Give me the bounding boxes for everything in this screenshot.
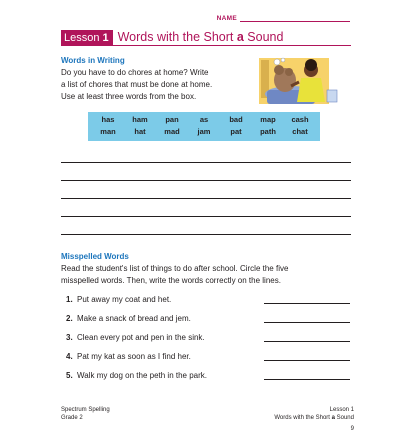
words-in-writing-heading: Words in Writing bbox=[61, 56, 125, 65]
item-text: Make a snack of bread and jem. bbox=[77, 314, 191, 323]
lesson-badge bbox=[61, 30, 113, 45]
word-box-word: hat bbox=[134, 127, 146, 136]
word-box-word: map bbox=[260, 115, 276, 124]
instruction-line: misspelled words. Then, write the words correctly on the lines. bbox=[61, 276, 281, 285]
word-box-word: man bbox=[100, 127, 116, 136]
word-box-word: mad bbox=[164, 127, 180, 136]
name-field bbox=[217, 15, 350, 22]
answer-line[interactable] bbox=[264, 379, 350, 380]
item-number: 4. bbox=[66, 352, 73, 361]
list-item bbox=[66, 352, 191, 361]
word-grid bbox=[92, 114, 316, 138]
instruction-line: Use at least three words from the box. bbox=[61, 92, 197, 101]
word-box-word: path bbox=[260, 127, 276, 136]
footer-title-after: Sound bbox=[334, 414, 354, 421]
girl-washing-dog-illustration bbox=[255, 56, 351, 108]
item-number: 5. bbox=[66, 371, 73, 380]
word-box-word: ham bbox=[132, 115, 148, 124]
writing-line[interactable] bbox=[61, 162, 351, 163]
footer-lesson-title bbox=[274, 415, 354, 423]
writing-line[interactable] bbox=[61, 180, 351, 181]
word-box-word: as bbox=[199, 115, 209, 124]
misspelled-instructions bbox=[61, 263, 288, 287]
word-box-word: has bbox=[101, 115, 115, 124]
word-box bbox=[88, 112, 320, 141]
list-item bbox=[66, 295, 171, 304]
item-number: 3. bbox=[66, 333, 73, 342]
writing-line[interactable] bbox=[61, 216, 351, 217]
lesson-title bbox=[118, 30, 284, 45]
list-item bbox=[66, 333, 205, 342]
footer-left bbox=[61, 407, 110, 422]
answer-line[interactable] bbox=[264, 322, 350, 323]
footer-lesson: Lesson 1 bbox=[329, 407, 354, 413]
list-item bbox=[66, 371, 207, 380]
page-number: 9 bbox=[350, 426, 354, 432]
word-box-word: bad bbox=[229, 115, 243, 124]
item-text: Clean every pot and pen in the sink. bbox=[77, 333, 205, 342]
item-text: Pat my kat as soon as I find her. bbox=[77, 352, 191, 361]
footer-book-title: Spectrum Spelling bbox=[61, 407, 110, 413]
answer-line[interactable] bbox=[264, 360, 350, 361]
instruction-line: Read the student's list of things to do after school. Circle the five bbox=[61, 264, 289, 273]
lesson-label: Lesson bbox=[64, 32, 100, 44]
name-label: NAME bbox=[216, 15, 237, 22]
answer-line[interactable] bbox=[264, 303, 350, 304]
words-in-writing-instructions bbox=[61, 67, 212, 103]
title-letter: a bbox=[236, 30, 244, 44]
list-item bbox=[66, 314, 191, 323]
word-box-word: pat bbox=[230, 127, 242, 136]
title-text-before: Words with the Short bbox=[117, 30, 237, 44]
lesson-title-bar bbox=[61, 30, 351, 46]
title-text-after: Sound bbox=[243, 30, 284, 44]
misspelled-words-heading: Misspelled Words bbox=[61, 252, 129, 261]
word-box-word: pan bbox=[165, 115, 179, 124]
word-box-word: jam bbox=[197, 127, 211, 136]
footer-title-before: Words with the Short bbox=[274, 414, 332, 421]
name-line[interactable] bbox=[240, 15, 350, 22]
writing-line[interactable] bbox=[61, 198, 351, 199]
item-text: Put away my coat and het. bbox=[77, 295, 172, 304]
word-box-word: chat bbox=[292, 127, 308, 136]
item-text: Walk my dog on the peth in the park. bbox=[77, 371, 207, 380]
word-box-word: cash bbox=[291, 115, 309, 124]
instruction-line: a list of chores that must be done at home. bbox=[61, 80, 213, 89]
writing-line[interactable] bbox=[61, 234, 351, 235]
instruction-line: Do you have to do chores at home? Write bbox=[61, 68, 209, 77]
footer-title-letter: a bbox=[331, 414, 335, 421]
item-number: 2. bbox=[66, 314, 73, 323]
footer-right bbox=[274, 407, 354, 422]
footer-grade: Grade 2 bbox=[61, 414, 83, 421]
item-number: 1. bbox=[66, 295, 73, 304]
lesson-number: 1 bbox=[102, 32, 109, 44]
answer-line[interactable] bbox=[264, 341, 350, 342]
